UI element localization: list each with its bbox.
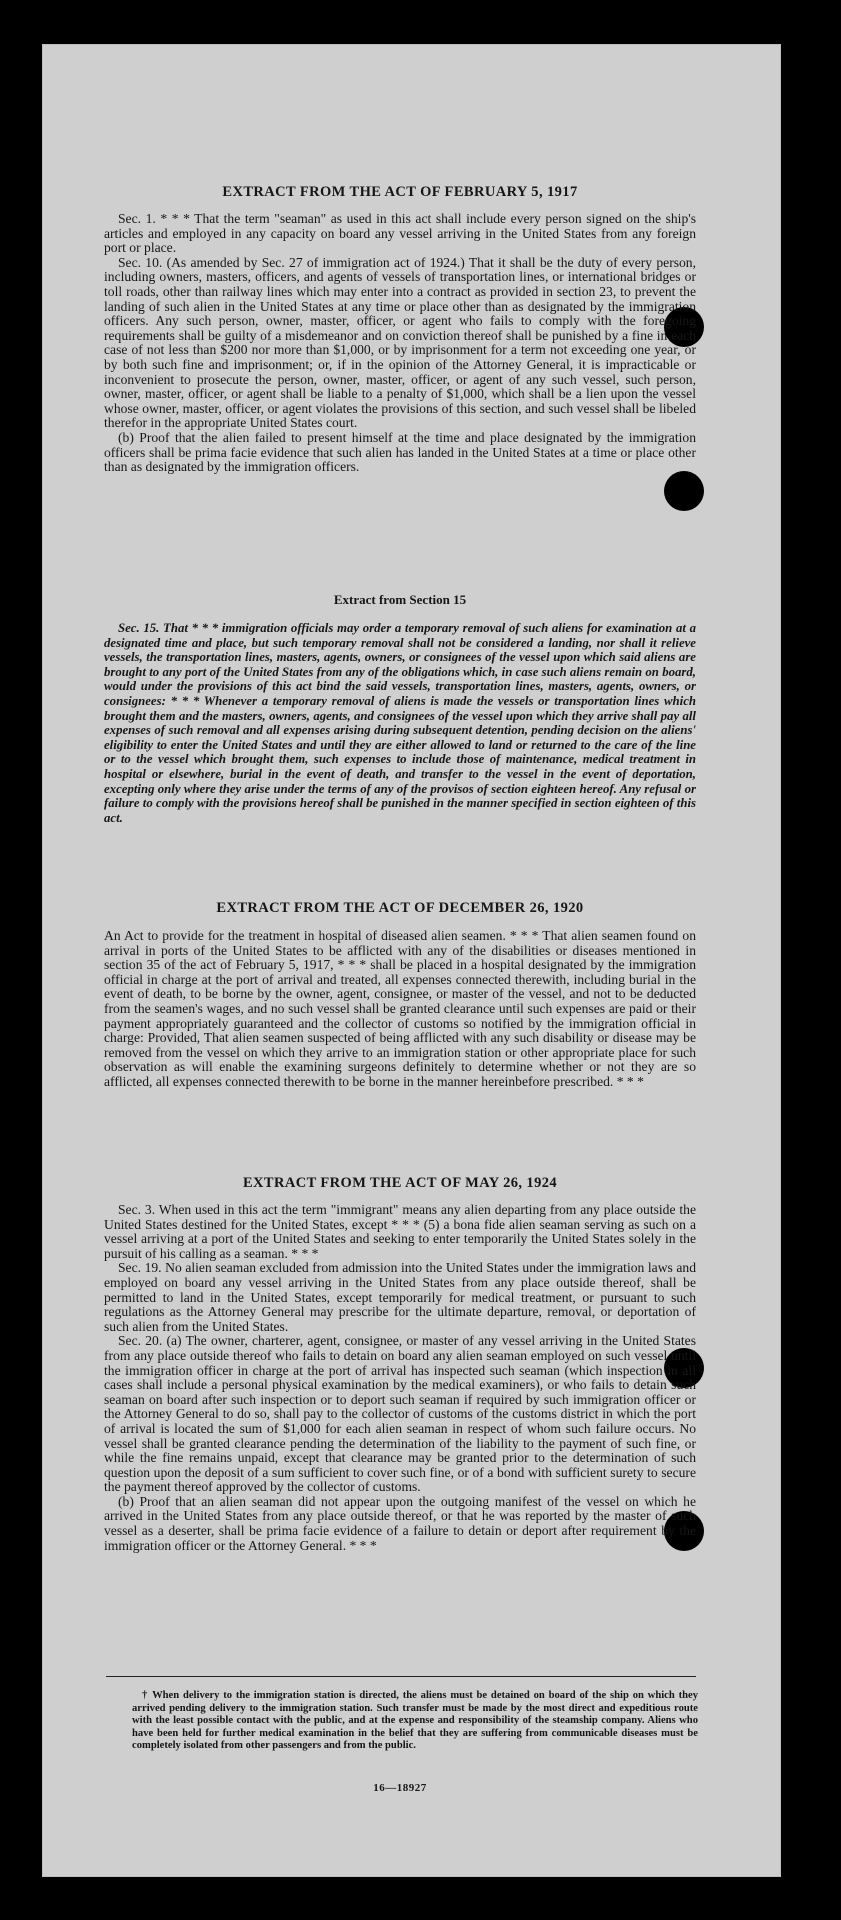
paragraph-sec-20a: Sec. 20. (a) The owner, charterer, agent, consignee, or master of any vessel arriving in the United States from any place outside thereof who fails to detain on board any alien seaman employed on such vessel until the immigration officer in charge at the port of arrival has inspected such seaman (which inspection in all cases shall include a personal physical examination by the medical examiners), or who fails to detain such seaman on board after such inspection or to deport such seaman if required by such immigration officer or the Attorney General to do so, shall pay to the collector of customs of the customs district in which the port of arrival is located the sum of $1,000 for each alien seaman in respect of whom such failure occurs. No vessel shall be granted clearance pending the determination of the liability to the payment of such fine, or while the fine remains unpaid, except that clearance may be granted prior to the determination of such question upon the deposit of a sum sufficient to cover such fine, or of a bond with sufficient surety to secure the payment thereof approved by the collector of customs. xyxy=(104,1333,696,1495)
section-act-1917 xyxy=(104,212,696,475)
form-number: 16—18927 xyxy=(373,1782,427,1794)
paragraph-proof-b: (b) Proof that the alien failed to present himself at the time and place designated by the immigration officers shall be prima facie evidence that such alien has landed in the United States at a time or place other than as designated by the immigration officers. xyxy=(104,429,696,475)
heading-act-1917: EXTRACT FROM THE ACT OF FEBRUARY 5, 1917 xyxy=(222,184,578,200)
section-15 xyxy=(104,621,696,825)
paragraph-sec-10: Sec. 10. (As amended by Sec. 27 of immigration act of 1924.) That it shall be the duty of every person, including owners, masters, officers, and agents of vessels of transportation lines, or international bridges or toll roads, other than railway lines which may enter into a contract as provided in section 23, to prevent the landing of such alien in the United States at any time or place other than as designated by the immigration officers. Any such person, owner, master, officer, or agent who fails to comply with the foregoing requirements shall be guilty of a misdemeanor and on conviction thereof shall be punished by a fine in each case of not less than $200 nor more than $1,000, or by imprisonment for a term not exceeding one year, or by both such fine and imprisonment; or, if in the opinion of the Attorney General, it is impracticable or inconvenient to prosecute the person, owner, master, officer, or agent of any such vessel, such person, owner, master, officer, or agent shall be liable to a penalty of $1,000, which shall be a lien upon the vessel whose owner, master, officer, or agent violates the provisions of this section, and such vessel shall be libeled therefor in the appropriate United States court. xyxy=(104,254,696,431)
paragraph-sec-15: Sec. 15. That * * * immigration officials may order a temporary removal of such aliens for examination at a designated time and place, but such temporary removal shall not be considered a landing, nor shall it relieve vessels, the transportation lines, masters, agents, owners, or consignees of the vessel upon which said aliens are brought to any port of the United States from any of the obligations which, in case such aliens remain on board, would under the provisions of this act bind the said vessels, transportation lines, masters, agents, owners, or consignees: * * * Whenever a temporary removal of aliens is made the vessels or transportation lines which brought them and the masters, owners, agents, and consignees of the vessel upon which they arrive shall pay all expenses of such removal and all expenses arising during subsequent detention, pending decision on the aliens' eligibility to enter the United States and until they are either allowed to land or returned to the care of the line or to the vessel which brought them, such expenses to include those of maintenance, medical treatment in hospital or elsewhere, burial in the event of death, and transfer to the vessel in the event of deportation, excepting only where they arise under the terms of any of the provisos of section eighteen hereof. Any refusal or failure to comply with the provisions hereof shall be punished in the manner specified in section eighteen of this act. xyxy=(104,621,696,825)
paragraph-act-1920: An Act to provide for the treatment in hospital of diseased alien seamen. * * * That alien seamen found on arrival in ports of the United States to be afflicted with any of the disabilities or diseases mentioned in section 35 of the act of February 5, 1917, * * * shall be placed in a hospital designated by the immigration official in charge at the port of arrival and treated, all expenses connected therewith, including burial in the event of death, to be borne by the owner, agent, consignee, or master of the vessel, and not to be deducted from the seamen's wages, and no such vessel shall be granted clearance until such expenses are paid or their payment appropriately guaranteed and the collector of customs so notified by the immigration official in charge: Provided, That alien seamen suspected of being afflicted with any such disability or disease may be removed from the vessel on which they arrive to an immigration station or other appropriate place for such observation as will enable the examining surgeons definitely to determine whether or not they are so afflicted, all expenses connected therewith to be borne in the manner hereinbefore prescribed. * * * xyxy=(104,928,696,1089)
punch-hole xyxy=(664,471,704,511)
paragraph-sec-3: Sec. 3. When used in this act the term "immigrant" means any alien departing from any place outside the United States destined for the United States, except * * * (5) a bona fide alien seaman serving as such on a vessel arriving at a port of the United States and seeking to enter temporarily the United States solely in the pursuit of his calling as a seaman. * * * xyxy=(104,1202,696,1261)
heading-act-1920: EXTRACT FROM THE ACT OF DECEMBER 26, 1920 xyxy=(216,900,584,916)
heading-section-15: Extract from Section 15 xyxy=(333,592,467,607)
heading-act-1924: EXTRACT FROM THE ACT OF MAY 26, 1924 xyxy=(242,1175,558,1191)
footnote: † When delivery to the immigration station is directed, the aliens must be detained on board of the ship on which they arrived pending delivery to the immigration station. Such transfer must be made by the most direct and expeditious route with the least possible contact with the public, and at the expense and responsibility of the steamship company. Aliens who have been held for further medical examination in the belief that they are suffering from communicable diseases must be completely isolated from other passengers and from the public. xyxy=(132,1690,698,1752)
footnote-divider xyxy=(106,1676,696,1677)
paragraph-sec-19: Sec. 19. No alien seaman excluded from admission into the United States under the immigration laws and employed on board any vessel arriving in the United States from any place outside thereof, shall be permitted to land in the United States, except temporarily for medical treatment, or pursuant to such regulations as the Attorney General may prescribe for the ultimate departure, removal, or deportation of such alien from the United States. xyxy=(104,1260,696,1334)
paragraph-sec-1: Sec. 1. * * * That the term "seaman" as used in this act shall include every person signed on the ship's articles and employed in any capacity on board any vessel arriving in the United States from any foreign port or place. xyxy=(104,211,696,256)
section-act-1920 xyxy=(104,929,696,1090)
section-act-1924 xyxy=(104,1203,696,1553)
paragraph-sec-20b: (b) Proof that an alien seaman did not appear upon the outgoing manifest of the vessel on which he arrived in the United States from any place outside thereof, or that he was reported by the master of such vessel as a deserter, shall be prima facie evidence of a failure to detain or deport after requirement by the immigration officer or the Attorney General. * * * xyxy=(104,1493,696,1553)
